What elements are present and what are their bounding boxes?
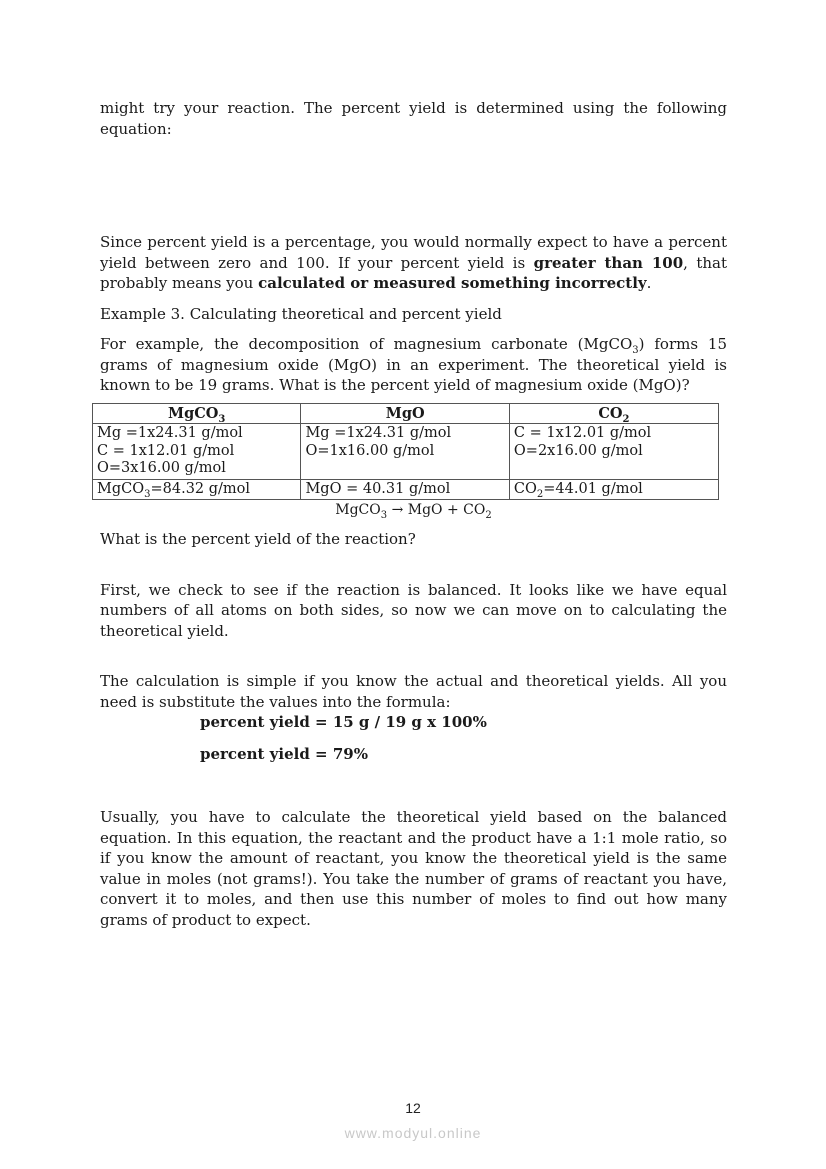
example-heading: Example 3. Calculating theoretical and percent yield <box>100 304 502 323</box>
mgco3-atoms-cell: Mg =1x24.31 g/mol C = 1x12.01 g/mol O=3x16.00 g/mol <box>93 424 301 480</box>
molar-mass-table <box>92 403 719 501</box>
intro-paragraph: might try your reaction. The percent yield is determined using the following equation: <box>100 99 727 138</box>
header-mgco3: MgCO$_3$ <box>93 403 301 424</box>
co2-atoms-cell: C = 1x12.01 g/mol O=2x16.00 g/mol <box>509 424 718 480</box>
formula-line-2: percent yield = 79% <box>200 745 368 763</box>
mgo-total-cell: MgO = 40.31 g/mol <box>301 479 509 500</box>
reaction-equation: MgCO$_3$ → MgO + $CO_2$ <box>335 502 492 521</box>
page-number: 12 <box>405 1100 421 1116</box>
calculation-paragraph: The calculation is simple if you know the actual and theoretical yields. All you need is substitute the values into the formula: <box>100 672 727 711</box>
header-co2: $CO_2$ <box>509 403 718 424</box>
mgco3-total-cell: MgCO$_3$=84.32 g/mol <box>93 479 301 500</box>
table-header-row <box>93 403 719 424</box>
balance-check-paragraph: First, we check to see if the reaction is balanced. It looks like we have equal numbers of all atoms on both sides, so now we can move on to calculating the theoretical yield. <box>100 580 727 640</box>
question-paragraph: What is the percent yield of the reaction? <box>100 530 416 548</box>
watermark: www.modyul.online <box>344 1125 482 1141</box>
document-page <box>97 98 728 930</box>
formula-line-1: percent yield = 15 g / 19 g x 100% <box>200 713 487 731</box>
co2-total-cell: $CO_2=44.01$ g/mol <box>509 479 718 500</box>
percent-yield-note-paragraph: Since percent yield is a percentage, you would normally expect to have a percent yield between zero and 100. If your percent yield is greater than 100, that probably means you calculated or measured something incorrectly. <box>100 233 728 292</box>
theoretical-yield-paragraph: Usually, you have to calculate the theoretical yield based on the balanced equation. In this equation, the reactant and the product have a 1:1 mole ratio, so if you know the amount of reactant, you know the theoretical yield is the same value in moles (not grams!). You take the number of grams of reactant you have, convert it to moles, and then use this number of moles to find out how many grams of product to expect. <box>100 808 727 929</box>
table-row <box>93 424 719 480</box>
mgo-atoms-cell: Mg =1x24.31 g/mol O=1x16.00 g/mol <box>301 424 509 480</box>
equation-space <box>100 139 727 232</box>
example-paragraph: For example, the decomposition of magnesium carbonate (MgCO$_3$) forms 15 grams of magnesium oxide (MgO) in an experiment. The theoretical yield is known to be 19 grams. What is the percent yield of magnesium oxide (MgO)? <box>100 335 727 394</box>
table-row <box>93 479 719 500</box>
header-mgo: MgO <box>301 403 509 424</box>
